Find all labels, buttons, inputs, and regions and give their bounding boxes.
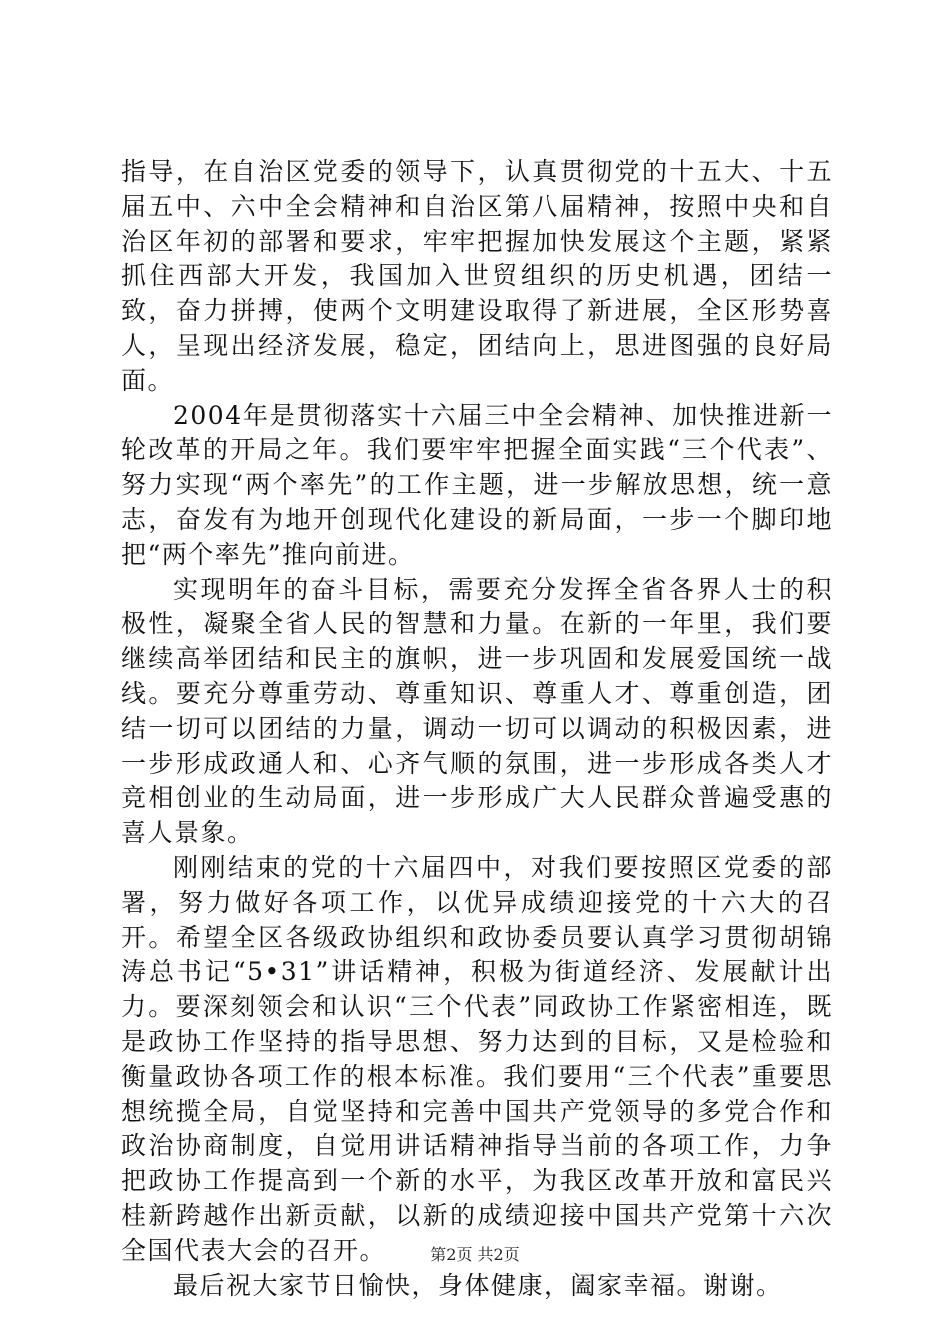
paragraph-closing-wishes: 最后祝大家节日愉快，身体健康，阖家幸福。谢谢。 — [173, 1270, 783, 1300]
document-body — [121, 155, 833, 1303]
paragraph-continuation: 指导，在自治区党委的领导下，认真贯彻党的十五大、十五届五中、六中全会精神和自治区第八届精神，按照中央和自治区年初的部署和要求，牢牢把握加快发展这个主题，紧紧抓住西部大开发，我国加入世贸组织的历史机遇，团结一致，奋力拼搏，使两个文明建设取得了新进展，全区形势喜人，呈现出经济发展，稳定，团结向上，思进图强的良好局面。 — [121, 157, 833, 395]
paragraph-2004-reform: 2004年是贯彻落实十六届三中全会精神、加快推进新一轮改革的开局之年。我们要牢牢把握全面实践“三个代表”、努力实现“两个率先”的工作主题，进一步解放思想，统一意志，奋发有为地开创现代化建设的新局面，一步一个脚印地把“两个率先”推向前进。 — [121, 400, 833, 569]
paragraph-goals: 实现明年的奋斗目标，需要充分发挥全省各界人士的积极性，凝聚全省人民的智慧和力量。在新的一年里，我们要继续高举团结和民主的旗帜，进一步巩固和发展爱国统一战线。要充分尊重劳动、尊重知识、尊重人才、尊重创造，团结一切可以团结的力量，调动一切可以调动的积极因素，进一步形成政通人和、心齐气顺的氛围，进一步形成各类人才竞相创业的生动局面，进一步形成广大人民群众普遍受惠的喜人景象。 — [121, 574, 833, 848]
paragraph-cppcc-work: 刚刚结束的党的十六届四中，对我们要按照区党委的部署，努力做好各项工作，以优异成绩迎接党的十六大的召开。希望全区各级政协组织和政协委员要认真学习贯彻胡锦涛总书记“5•31”讲话精神，积极为街道经济、发展献计出力。要深刻领会和认识“三个代表”同政协工作紧密相连，既是政协工作坚持的指导思想、努力达到的目标，又是检验和衡量政协各项工作的根本标准。我们要用“三个代表”重要思想统揽全局，自觉坚持和完善中国共产党领导的多党合作和政治协商制度，自觉用讲话精神指导当前的各项工作，力争把政协工作提高到一个新的水平，为我区改革开放和富民兴桂新跨越作出新贡献，以新的成绩迎接中国共产党第十六次全国代表大会的召开。 — [121, 852, 833, 1265]
page-footer: 第2页 共2页 — [430, 1245, 520, 1264]
